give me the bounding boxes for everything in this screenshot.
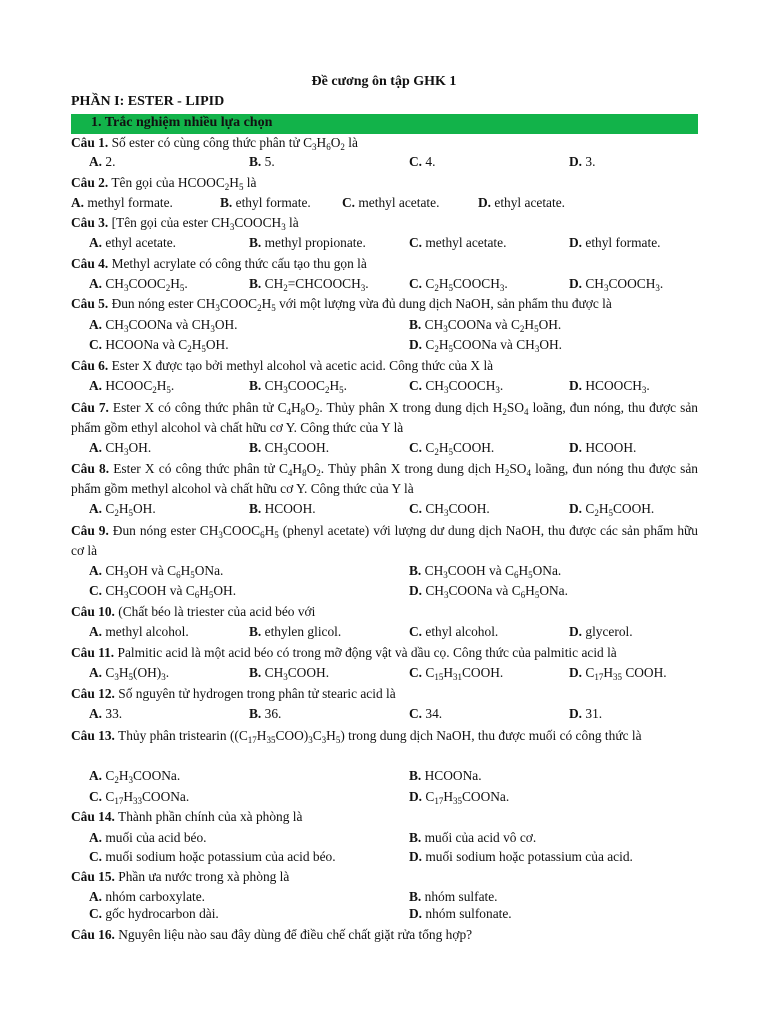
option-b[interactable] <box>249 439 329 457</box>
option-letter: D. <box>569 706 586 721</box>
option-c[interactable] <box>89 905 219 923</box>
option-a[interactable] <box>89 829 207 847</box>
option-d[interactable] <box>409 848 633 866</box>
option-text: nhóm sulfate. <box>424 889 498 904</box>
question-label: Câu 5. <box>71 296 109 311</box>
question-text: Số ester có cùng công thức phân tử $C_3H_6O_2$ là <box>108 135 358 152</box>
option-c[interactable] <box>409 234 506 252</box>
option-text: methyl alcohol. <box>105 624 189 639</box>
question-label: Câu 8. <box>71 461 110 476</box>
option-letter: B. <box>249 154 265 169</box>
question-text: Nguyên liệu nào sau đây dùng để điều chế chất giặt rửa tổng hợp? <box>114 927 473 942</box>
option-b[interactable] <box>249 377 347 395</box>
question-9 <box>71 521 698 561</box>
option-letter: B. <box>249 624 265 639</box>
question-label: Câu 2. <box>71 175 109 190</box>
option-letter: C. <box>89 906 106 921</box>
option-text: nhóm sulfonate. <box>425 906 512 921</box>
option-d[interactable] <box>569 623 633 641</box>
option-text: $C_{17}H_{33}COONa$. <box>105 789 190 806</box>
option-letter: D. <box>409 337 426 352</box>
option-a[interactable] <box>89 316 238 334</box>
question-11 <box>71 644 698 662</box>
option-d[interactable] <box>569 275 663 293</box>
option-text: 36. <box>264 706 282 721</box>
option-text: $CH_3COONa$ và $C_6H_5ONa$. <box>425 583 568 600</box>
option-c[interactable] <box>342 194 439 212</box>
option-text: HCOOH. <box>264 501 316 516</box>
option-letter: B. <box>249 440 265 455</box>
option-c[interactable] <box>409 664 503 682</box>
option-text: muối sodium hoặc potassium của acid béo. <box>105 849 336 864</box>
option-text: ethylen glicol. <box>264 624 342 639</box>
question-5 <box>71 295 698 313</box>
option-b[interactable] <box>249 234 366 252</box>
question-text: Ester X có công thức phân tử $C_4H_8O_2$. Thủy phân X trong dung dịch $H_2SO_4$ loãng, đun nóng thu được sản phẩm gồm methyl alcohol và chất hữu cơ Y. Công thức của Y là <box>71 461 698 496</box>
option-text: ethyl formate. <box>585 235 661 250</box>
option-text: ethyl acetate. <box>494 195 566 210</box>
option-text: ethyl alcohol. <box>425 624 499 639</box>
option-letter: A. <box>89 276 106 291</box>
option-letter: C. <box>409 235 426 250</box>
option-text: 34. <box>425 706 443 721</box>
question-text: Đun nóng ester $CH_3COOC_6H_5$ (phenyl acetate) với lượng dư dung dịch NaOH, thu được các sản phẩm hữu cơ là <box>71 523 698 558</box>
option-text: HCOONa. <box>424 768 482 783</box>
option-a[interactable] <box>89 562 223 580</box>
question-label: Câu 6. <box>71 358 109 373</box>
option-d[interactable] <box>569 664 667 682</box>
option-letter: B. <box>409 563 425 578</box>
option-text: 33. <box>105 706 123 721</box>
question-text: Đun nóng ester $CH_3COOC_2H_5$ với một lượng vừa đủ dung dịch NaOH, sản phẩm thu được là <box>108 296 612 313</box>
option-c[interactable] <box>409 153 435 171</box>
option-letter: D. <box>409 789 426 804</box>
option-d[interactable] <box>569 234 660 252</box>
option-text: ethyl formate. <box>235 195 311 210</box>
option-letter: D. <box>569 154 586 169</box>
option-text: $C_2H_5COOH$. <box>585 501 655 518</box>
option-letter: B. <box>409 889 425 904</box>
option-text: methyl formate. <box>87 195 173 210</box>
option-text: $CH_3COOH$. <box>425 501 490 518</box>
option-text: $C_{15}H_{31}COOH$. <box>425 665 504 682</box>
option-a[interactable] <box>89 439 151 457</box>
question-text: Thủy phân tristearin $((C_{17}H_{35}COO)_3C_3H_5)$ trong dung dịch NaOH, thu được muối có công thức là <box>114 728 642 745</box>
option-d[interactable] <box>569 439 636 457</box>
option-letter: A. <box>89 378 106 393</box>
option-letter: D. <box>569 501 586 516</box>
option-text: $CH_3COOH$ và $C_6H_5OH$. <box>105 583 237 600</box>
option-text: $CH_2=CHCOOCH_3$. <box>264 276 369 293</box>
option-b[interactable] <box>220 194 311 212</box>
option-letter: C. <box>409 378 426 393</box>
option-letter: A. <box>71 195 88 210</box>
option-text: $CH_3COOCH_3$. <box>425 378 504 395</box>
option-letter: B. <box>409 768 425 783</box>
option-a[interactable] <box>89 623 189 641</box>
option-a[interactable] <box>89 888 205 906</box>
question-label: Câu 1. <box>71 135 109 150</box>
option-letter: C. <box>89 789 106 804</box>
option-text: methyl acetate. <box>358 195 440 210</box>
option-letter: C. <box>409 440 426 455</box>
option-letter: D. <box>569 440 586 455</box>
question-text: Tên gọi của $HCOOC_2H_5$ là <box>108 175 257 192</box>
question-label: Câu 14. <box>71 809 115 824</box>
option-c[interactable] <box>89 788 189 806</box>
option-letter: C. <box>409 706 426 721</box>
option-text: $C_{17}H_{35}COONa$. <box>425 789 510 806</box>
option-a[interactable] <box>89 377 174 395</box>
option-a[interactable] <box>89 153 115 171</box>
question-label: Câu 9. <box>71 523 109 538</box>
option-letter: A. <box>89 768 106 783</box>
option-text: 31. <box>585 706 603 721</box>
option-letter: A. <box>89 563 106 578</box>
question-label: Câu 13. <box>71 728 115 743</box>
option-text: nhóm carboxylate. <box>105 889 206 904</box>
question-16 <box>71 926 698 944</box>
option-letter: D. <box>569 665 586 680</box>
option-a[interactable] <box>89 705 122 723</box>
option-letter: D. <box>409 583 426 598</box>
option-text: $CH_3COOH$ và $C_6H_5ONa$. <box>424 563 562 580</box>
option-letter: A. <box>89 665 106 680</box>
option-letter: A. <box>89 624 106 639</box>
option-text: $CH_3COOC_2H_5$. <box>264 378 347 395</box>
option-text: $CH_3OH$ và $C_6H_5ONa$. <box>105 563 224 580</box>
section-heading: 1. Trắc nghiệm nhiều lựa chọn <box>91 115 273 130</box>
question-4 <box>71 255 698 273</box>
question-2 <box>71 174 698 192</box>
question-label: Câu 11. <box>71 645 115 660</box>
question-text: Ester X có công thức phân tử $C_4H_8O_2$. Thủy phân X trong dung dịch $H_2SO_4$ loãng, đun nóng, thu được sản phẩm gồm ethyl alcohol và chất hữu cơ Y. Công thức của Y là <box>71 400 698 435</box>
option-a[interactable] <box>71 194 173 212</box>
option-c[interactable] <box>89 848 336 866</box>
option-b[interactable] <box>249 623 341 641</box>
option-letter: B. <box>409 317 425 332</box>
option-d[interactable] <box>569 377 650 395</box>
option-text: $C_2H_5COONa$ và $CH_3OH$. <box>425 337 563 354</box>
option-c[interactable] <box>409 705 442 723</box>
option-letter: C. <box>342 195 359 210</box>
question-14 <box>71 808 698 826</box>
question-text: Số nguyên tử hydrogen trong phân tử stearic acid là <box>114 686 396 701</box>
option-b[interactable] <box>249 705 281 723</box>
option-letter: B. <box>249 378 265 393</box>
option-c[interactable] <box>89 582 236 600</box>
question-label: Câu 12. <box>71 686 115 701</box>
option-letter: A. <box>89 501 106 516</box>
option-letter: A. <box>89 317 106 332</box>
option-text: ethyl acetate. <box>105 235 177 250</box>
option-letter: C. <box>409 624 426 639</box>
option-text: $C_3H_5(OH)_3$. <box>105 665 170 682</box>
question-1 <box>71 134 698 152</box>
option-text: $C_2H_5OH$. <box>105 501 156 518</box>
option-letter: B. <box>409 830 425 845</box>
option-letter: C. <box>409 665 426 680</box>
option-d[interactable] <box>569 705 602 723</box>
question-label: Câu 7. <box>71 400 109 415</box>
option-letter: D. <box>569 235 586 250</box>
option-text: $CH_3COONa$ và $C_2H_5OH$. <box>424 317 562 334</box>
option-letter: A. <box>89 235 106 250</box>
option-letter: D. <box>569 276 586 291</box>
option-text: $CH_3COOCH_3$. <box>585 276 664 293</box>
option-letter: C. <box>409 154 426 169</box>
question-10 <box>71 603 698 621</box>
option-b[interactable] <box>409 767 482 785</box>
question-7 <box>71 398 698 438</box>
option-b[interactable] <box>409 888 498 906</box>
option-c[interactable] <box>409 275 508 293</box>
part-heading: PHẦN I: ESTER - LIPID <box>71 94 225 109</box>
option-letter: B. <box>249 706 265 721</box>
option-letter: D. <box>409 906 426 921</box>
option-letter: B. <box>249 276 265 291</box>
section-banner <box>71 114 698 134</box>
option-b[interactable] <box>409 562 561 580</box>
option-text: gốc hydrocarbon dài. <box>105 906 219 921</box>
option-d[interactable] <box>569 500 654 518</box>
option-letter: C. <box>409 501 426 516</box>
question-8 <box>71 459 698 499</box>
option-text: $CH_3COOC_2H_5$. <box>105 276 188 293</box>
option-b[interactable] <box>249 275 369 293</box>
question-text: Thành phần chính của xà phòng là <box>114 809 303 824</box>
option-letter: C. <box>89 849 106 864</box>
option-c[interactable] <box>409 623 498 641</box>
option-text: $C_2H_3COONa$. <box>105 768 181 785</box>
option-a[interactable] <box>89 500 156 518</box>
question-13 <box>71 726 698 746</box>
option-letter: B. <box>249 665 265 680</box>
option-letter: D. <box>409 849 426 864</box>
option-letter: D. <box>569 624 586 639</box>
option-text: 4. <box>425 154 436 169</box>
option-c[interactable] <box>89 336 229 354</box>
option-text: HCOONa và $C_2H_5OH$. <box>105 337 229 354</box>
option-a[interactable] <box>89 234 176 252</box>
option-text: methyl propionate. <box>264 235 366 250</box>
option-c[interactable] <box>409 439 494 457</box>
option-text: HCOOH. <box>585 440 637 455</box>
option-letter: B. <box>249 501 265 516</box>
option-text: $C_{17}H_{35}$ COOH. <box>585 665 667 682</box>
option-text: $HCOOCH_3$. <box>585 378 650 395</box>
option-text: $CH_3COOH$. <box>264 665 330 682</box>
option-text: $C_2H_5COOH$. <box>425 440 495 457</box>
question-6 <box>71 357 698 375</box>
option-text: muối sodium hoặc potassium của acid. <box>425 849 633 864</box>
option-letter: A. <box>89 706 106 721</box>
option-c[interactable] <box>409 377 503 395</box>
option-text: 2. <box>105 154 116 169</box>
question-label: Câu 3. <box>71 215 109 230</box>
question-12 <box>71 685 698 703</box>
option-letter: D. <box>478 195 495 210</box>
option-b[interactable] <box>409 316 561 334</box>
option-text: $C_2H_5COOCH_3$. <box>425 276 508 293</box>
option-letter: B. <box>249 235 265 250</box>
option-d[interactable] <box>409 336 562 354</box>
option-b[interactable] <box>249 664 329 682</box>
option-letter: D. <box>569 378 586 393</box>
option-letter: A. <box>89 440 106 455</box>
question-label: Câu 10. <box>71 604 115 619</box>
option-a[interactable] <box>89 767 180 785</box>
option-text: 3. <box>585 154 596 169</box>
question-text: Ester X được tạo bởi methyl alcohol và acetic acid. Công thức của X là <box>108 358 494 373</box>
option-text: $CH_3COOH$. <box>264 440 330 457</box>
option-text: muối của acid vô cơ. <box>424 830 537 845</box>
option-text: methyl acetate. <box>425 235 507 250</box>
option-letter: C. <box>89 583 106 598</box>
document-title: Đề cương ôn tập GHK 1 <box>311 74 457 89</box>
option-letter: A. <box>89 830 106 845</box>
option-text: $CH_3OH$. <box>105 440 152 457</box>
option-letter: C. <box>89 337 106 352</box>
option-text: $CH_3COONa$ và $CH_3OH$. <box>105 317 238 334</box>
option-b[interactable] <box>249 500 316 518</box>
option-text: glycerol. <box>585 624 633 639</box>
option-d[interactable] <box>409 582 568 600</box>
option-d[interactable] <box>478 194 565 212</box>
option-d[interactable] <box>569 153 595 171</box>
option-d[interactable] <box>409 905 512 923</box>
option-letter: C. <box>409 276 426 291</box>
question-text: Palmitic acid là một acid béo có trong mỡ động vật và dầu cọ. Công thức của palmitic acid là <box>114 645 617 660</box>
option-b[interactable] <box>409 829 536 847</box>
question-text: [Tên gọi của ester $CH_3COOCH_3$ là <box>108 215 299 232</box>
question-label: Câu 4. <box>71 256 109 271</box>
option-a[interactable] <box>89 275 188 293</box>
question-text: Phần ưa nước trong xà phòng là <box>114 869 290 884</box>
option-letter: A. <box>89 154 106 169</box>
question-3 <box>71 214 698 232</box>
option-c[interactable] <box>409 500 490 518</box>
question-label: Câu 16. <box>71 927 115 942</box>
option-letter: A. <box>89 889 106 904</box>
option-a[interactable] <box>89 664 169 682</box>
option-text: muối của acid béo. <box>105 830 207 845</box>
question-label: Câu 15. <box>71 869 115 884</box>
option-letter: B. <box>220 195 236 210</box>
option-text: 5. <box>264 154 275 169</box>
option-text: $HCOOC_2H_5$. <box>105 378 175 395</box>
question-text: (Chất béo là triester của acid béo với <box>114 604 316 619</box>
option-b[interactable] <box>249 153 275 171</box>
option-d[interactable] <box>409 788 509 806</box>
question-15 <box>71 868 698 886</box>
question-text: Methyl acrylate có công thức cấu tạo thu gọn là <box>108 256 367 271</box>
